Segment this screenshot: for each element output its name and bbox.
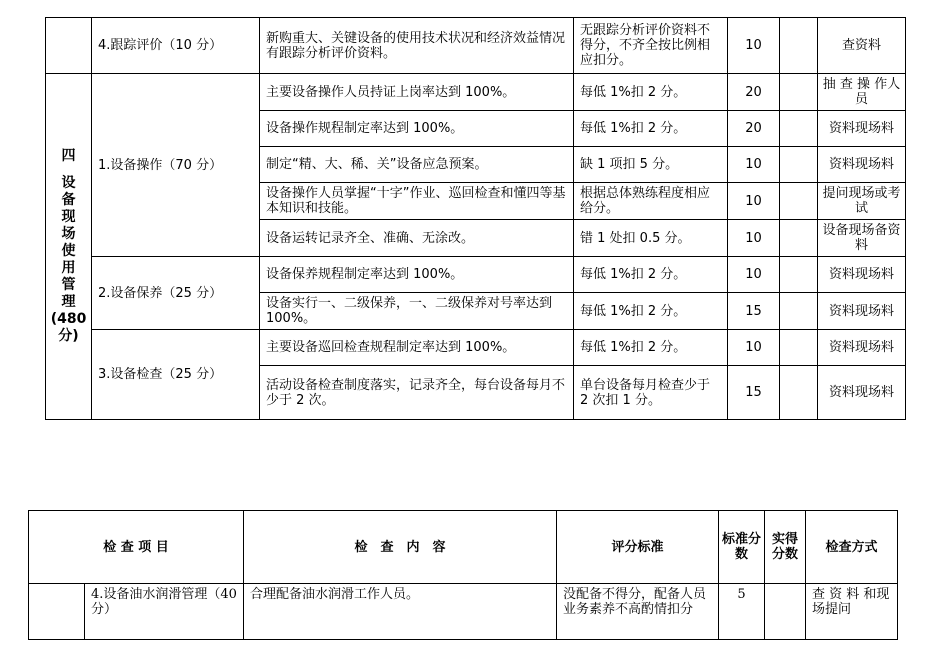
- method-cell: 查 资 料 和现场提问: [806, 584, 898, 640]
- score-cell: 10: [728, 257, 780, 293]
- content-cell: 设备操作规程制定率达到 100%。: [260, 111, 574, 147]
- item-cell: 4.设备油水润滑管理（40分）: [85, 584, 244, 640]
- score-cell: 20: [728, 111, 780, 147]
- inspection-table-bottom: [28, 510, 898, 640]
- content-cell: 设备保养规程制定率达到 100%。: [260, 257, 574, 293]
- score-cell: 10: [728, 18, 780, 74]
- header-method: 检查方式: [806, 511, 898, 584]
- content-cell: 主要设备巡回检查规程制定率达到 100%。: [260, 330, 574, 366]
- standard-cell: 每低 1%扣 2 分。: [574, 74, 728, 111]
- score-cell: 10: [728, 220, 780, 257]
- header-actual: 实得分数: [765, 511, 806, 584]
- content-cell: 新购重大、关键设备的使用技术状况和经济效益情况有跟踪分析评价资料。: [260, 18, 574, 74]
- inspection-table-top: [45, 17, 906, 420]
- content-cell: 设备操作人员掌握“十字”作业、巡回检查和懂四等基本知识和技能。: [260, 183, 574, 220]
- score-cell: 15: [728, 366, 780, 420]
- section-cell-empty: [29, 584, 85, 640]
- standard-cell: 根据总体熟练程度相应给分。: [574, 183, 728, 220]
- header-item: 检 查 项 目: [29, 511, 244, 584]
- actual-score-cell: [780, 366, 818, 420]
- method-cell: 设备现场备资料: [818, 220, 906, 257]
- score-cell: 15: [728, 293, 780, 330]
- standard-cell: 每低 1%扣 2 分。: [574, 111, 728, 147]
- method-cell: 资料现场料: [818, 111, 906, 147]
- content-cell: 活动设备检查制度落实，记录齐全，每台设备每月不少于 2 次。: [260, 366, 574, 420]
- method-cell: 抽 查 操 作人员: [818, 74, 906, 111]
- actual-score-cell: [780, 183, 818, 220]
- standard-cell: 单台设备每月检查少于 2 次扣 1 分。: [574, 366, 728, 420]
- item-cell: 1.设备操作（70 分）: [92, 74, 260, 257]
- actual-score-cell: [780, 220, 818, 257]
- section-label: 四 设 备 现 场 使 用 管 理 (480 分): [46, 74, 92, 420]
- table-row: [46, 330, 906, 366]
- method-cell: 提问现场或考试: [818, 183, 906, 220]
- standard-cell: 每低 1%扣 2 分。: [574, 293, 728, 330]
- score-cell: 10: [728, 183, 780, 220]
- score-cell: 20: [728, 74, 780, 111]
- actual-score-cell: [780, 18, 818, 74]
- standard-cell: 无跟踪分析评价资料不得分，不齐全按比例相应扣分。: [574, 18, 728, 74]
- score-cell: 10: [728, 330, 780, 366]
- score-cell: 10: [728, 147, 780, 183]
- actual-score-cell: [780, 293, 818, 330]
- item-cell: 4.跟踪评价（10 分）: [92, 18, 260, 74]
- method-cell: 资料现场料: [818, 366, 906, 420]
- content-cell: 主要设备操作人员持证上岗率达到 100%。: [260, 74, 574, 111]
- standard-cell: 错 1 处扣 0.5 分。: [574, 220, 728, 257]
- header-row: [29, 511, 898, 584]
- table-row: [46, 74, 906, 111]
- actual-score-cell: [780, 147, 818, 183]
- method-cell: 资料现场料: [818, 147, 906, 183]
- item-cell: 3.设备检查（25 分）: [92, 330, 260, 420]
- standard-cell: 缺 1 项扣 5 分。: [574, 147, 728, 183]
- standard-cell: 没配备不得分，配备人员业务素养不高酌情扣分: [557, 584, 719, 640]
- item-cell: 2.设备保养（25 分）: [92, 257, 260, 330]
- content-cell: 合理配备油水润滑工作人员。: [244, 584, 557, 640]
- table-row: [46, 257, 906, 293]
- header-standard: 评分标准: [557, 511, 719, 584]
- content-cell: 设备实行一、二级保养，一、二级保养对号率达到 100%。: [260, 293, 574, 330]
- table-row: [29, 584, 898, 640]
- score-cell: 5: [719, 584, 765, 640]
- table-row: [46, 18, 906, 74]
- method-cell: 查资料: [818, 18, 906, 74]
- actual-score-cell: [765, 584, 806, 640]
- method-cell: 资料现场料: [818, 330, 906, 366]
- actual-score-cell: [780, 111, 818, 147]
- method-cell: 资料现场料: [818, 257, 906, 293]
- header-score: 标准分数: [719, 511, 765, 584]
- actual-score-cell: [780, 257, 818, 293]
- method-cell: 资料现场料: [818, 293, 906, 330]
- header-content: 检 查 内 容: [244, 511, 557, 584]
- standard-cell: 每低 1%扣 2 分。: [574, 257, 728, 293]
- actual-score-cell: [780, 330, 818, 366]
- actual-score-cell: [780, 74, 818, 111]
- content-cell: 制定“精、大、稀、关”设备应急预案。: [260, 147, 574, 183]
- section-cell-empty: [46, 18, 92, 74]
- standard-cell: 每低 1%扣 2 分。: [574, 330, 728, 366]
- content-cell: 设备运转记录齐全、准确、无涂改。: [260, 220, 574, 257]
